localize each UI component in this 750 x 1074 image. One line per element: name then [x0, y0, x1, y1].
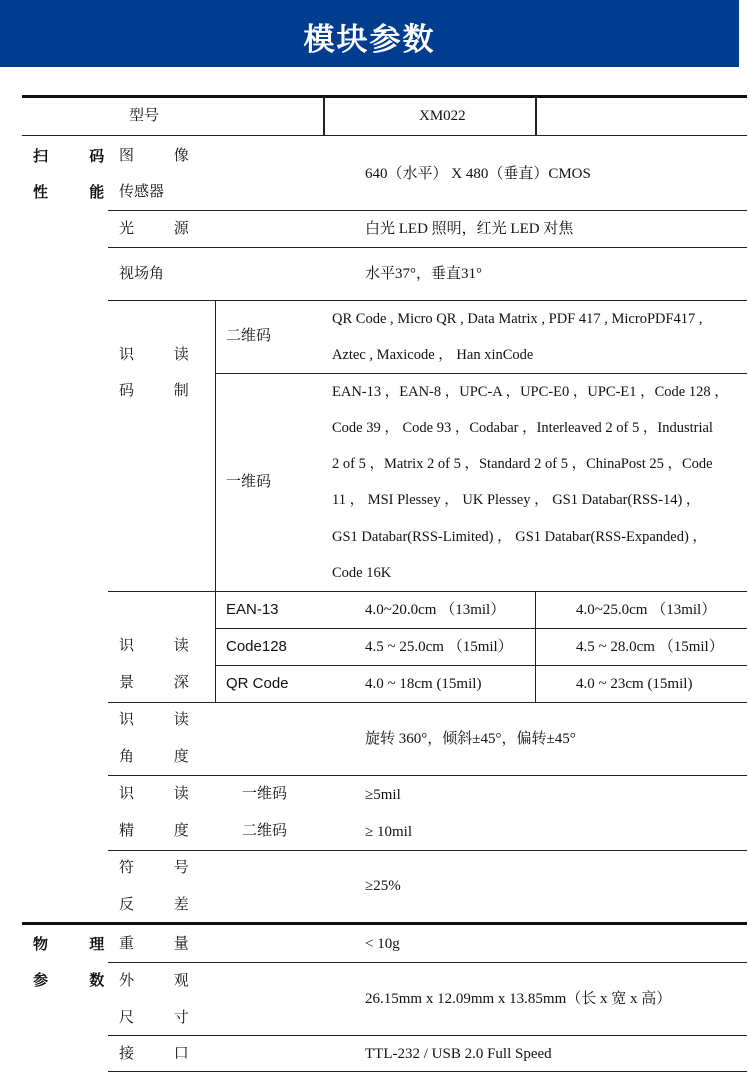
contrast-label: 符 号	[119, 860, 207, 876]
row-divider	[108, 702, 747, 703]
row-divider	[108, 1035, 747, 1036]
interface-value: TTL-232 / USB 2.0 Full Speed	[365, 1046, 552, 1062]
interface-label: 接 口	[119, 1046, 207, 1062]
contrast-value: ≥25%	[365, 878, 401, 894]
column-divider	[215, 300, 216, 702]
row-divider	[108, 210, 747, 211]
oned-symbology-line: EAN-13 ，EAN-8 ，UPC-A ，UPC-E0 ，UPC-E1 ，Code 128 ，	[332, 384, 729, 400]
dof-range-a: 4.0~20.0cm （13mil）	[365, 602, 506, 618]
precision-oned-value: ≥5mil	[365, 787, 401, 803]
dof-range-b: 4.5 ~ 28.0cm （15mil）	[576, 639, 724, 655]
precision-twod-value: ≥ 10mil	[365, 824, 412, 840]
section-divider	[22, 922, 747, 925]
light-value: 白光 LED 照明，红光 LED 对焦	[365, 221, 574, 237]
dof-range-b: 4.0~25.0cm （13mil）	[576, 602, 717, 618]
row-divider	[215, 373, 747, 374]
scan-group-label: 性 能	[33, 183, 123, 201]
row-divider	[108, 850, 747, 851]
column-divider	[323, 96, 325, 135]
symbology-label: 码 制	[119, 383, 207, 399]
twod-label: 二维码	[226, 328, 272, 344]
dof-range-a: 4.0 ~ 18cm (15mil)	[365, 676, 482, 692]
row-divider	[215, 665, 747, 666]
row-divider	[108, 247, 747, 248]
angle-value: 旋转 360°，倾斜±45°，偏转±45°	[365, 731, 576, 747]
light-label: 光 源	[119, 221, 207, 237]
angle-label: 角 度	[119, 749, 207, 765]
twod-symbology-line: QR Code , Micro QR , Data Matrix , PDF 417 , MicroPDF417 ,	[332, 311, 703, 327]
sensor-label: 图 像	[119, 148, 207, 164]
dof-label: 识 读	[119, 638, 207, 654]
dof-range-b: 4.0 ~ 23cm (15mil)	[576, 676, 693, 692]
fov-value: 水平37°，垂直31°	[365, 266, 482, 282]
weight-label: 重 量	[119, 936, 207, 952]
dof-code: Code128	[226, 638, 287, 655]
table-bottom-border	[108, 1071, 747, 1072]
fov-label: 视场角	[119, 266, 165, 282]
scan-group-label: 扫 码	[33, 147, 123, 165]
dof-range-a: 4.5 ~ 25.0cm （15mil）	[365, 639, 513, 655]
oned-symbology-line: Code 16K	[332, 565, 392, 581]
title-banner	[0, 0, 739, 67]
dimensions-label: 外 观	[119, 973, 207, 989]
oned-symbology-line: GS1 Databar(RSS-Limited) ， GS1 Databar(RSS-Expanded) ，	[332, 529, 707, 545]
precision-label: 精 度	[119, 823, 207, 839]
physical-group-label: 物 理	[33, 935, 123, 953]
dimensions-label: 尺 寸	[119, 1010, 207, 1026]
twod-symbology-line: Aztec , Maxicode ， Han xinCode	[332, 347, 534, 363]
row-divider	[108, 775, 747, 776]
oned-label: 一维码	[226, 474, 272, 490]
row-divider	[108, 962, 747, 963]
row-divider	[108, 300, 747, 301]
page-title: 模块参数	[303, 22, 436, 58]
sensor-value: 640（水平） X 480（垂直）CMOS	[365, 166, 591, 182]
sensor-label: 传感器	[119, 184, 165, 200]
symbology-label: 识 读	[119, 347, 207, 363]
table-top-border	[22, 95, 747, 98]
oned-symbology-line: 2 of 5 ，Matrix 2 of 5 ，Standard 2 of 5 ，ChinaPost 25 ，Code	[332, 456, 713, 472]
angle-label: 识 读	[119, 712, 207, 728]
oned-symbology-line: Code 39 ， Code 93 ，Codabar ，Interleaved 2 of 5 ，Industrial	[332, 420, 713, 436]
column-divider	[535, 96, 537, 135]
oned-symbology-line: 11 ， MSI Plessey ， UK Plessey ， GS1 Databar(RSS-14) ，	[332, 492, 701, 508]
row-divider	[108, 591, 747, 592]
precision-label: 识 读	[119, 786, 207, 802]
contrast-label: 反 差	[119, 897, 207, 913]
dof-label: 景 深	[119, 675, 207, 691]
model-label: 型号	[129, 108, 160, 124]
row-divider	[215, 628, 747, 629]
model-value: XM022	[419, 108, 466, 124]
column-divider	[535, 591, 536, 702]
precision-oned-label: 一维码	[242, 786, 288, 802]
dimensions-value: 26.15mm x 12.09mm x 13.85mm（长 x 宽 x 高）	[365, 991, 672, 1007]
row-divider	[22, 135, 747, 136]
dof-code: QR Code	[226, 675, 289, 692]
weight-value: < 10g	[365, 936, 400, 952]
dof-code: EAN-13	[226, 601, 279, 618]
physical-group-label: 参 数	[33, 971, 123, 989]
precision-twod-label: 二维码	[242, 823, 288, 839]
